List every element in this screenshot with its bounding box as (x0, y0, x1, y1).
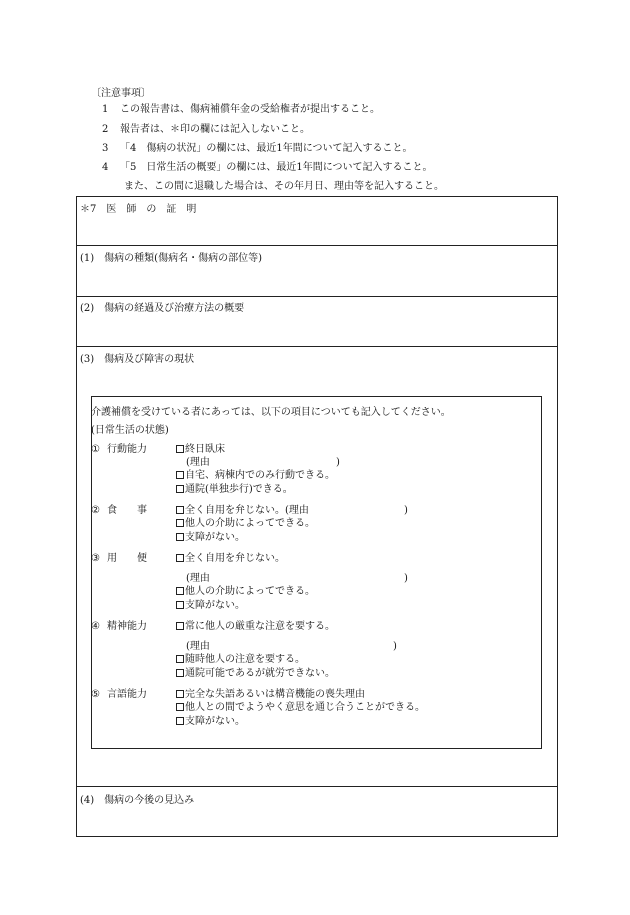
form-divider (76, 296, 558, 297)
category-number: ⑤ (91, 689, 100, 700)
checkbox[interactable] (176, 519, 184, 527)
option-label: 通院可能であるが就労できない。 (185, 668, 335, 679)
option-row (176, 517, 315, 530)
notes-header: 〔注意事項〕 (91, 88, 151, 99)
option-row (176, 552, 285, 565)
category-label: 行動能力 (107, 444, 147, 455)
reason-close-paren: ) (336, 457, 340, 468)
checkbox[interactable] (176, 717, 184, 725)
option-row (176, 688, 365, 701)
note-number: 4 (102, 162, 109, 173)
reason-label: (理由 (186, 457, 210, 468)
option-label: 全く自用を弁じない。(理由 (185, 505, 309, 516)
category-label: 言語能力 (107, 689, 147, 700)
option-row (176, 531, 245, 544)
category-label: 用 便 (107, 553, 147, 564)
option-row (176, 504, 309, 517)
option-row (176, 469, 335, 482)
checkbox[interactable] (176, 471, 184, 479)
option-row (176, 483, 293, 496)
option-label: 支障がない。 (185, 532, 245, 543)
checkbox[interactable] (176, 587, 184, 595)
option-label: 終日臥床 (185, 444, 225, 455)
option-row (176, 715, 245, 728)
form-divider (76, 346, 558, 347)
category-number: ③ (91, 553, 100, 564)
checkbox[interactable] (176, 485, 184, 493)
option-label: 支障がない。 (185, 600, 245, 611)
note-text: 「5 日常生活の概要」の欄には、最近1年間について記入すること。 (120, 162, 433, 173)
category-number: ① (91, 444, 100, 455)
option-label: 随時他人の注意を要する。 (185, 654, 305, 665)
form-divider (76, 786, 558, 787)
reason-close-paren: ) (404, 573, 408, 584)
note-text: この報告書は、傷病補償年金の受給権者が提出すること。 (120, 104, 380, 115)
option-row (176, 653, 305, 666)
option-row (176, 701, 425, 714)
option-label: 自宅、病棟内でのみ行動できる。 (185, 470, 335, 481)
option-row (176, 599, 245, 612)
note-number: 3 (102, 143, 109, 154)
option-row (176, 443, 225, 456)
note-text: 「4 傷病の状況」の欄には、最近1年間について記入すること。 (120, 143, 413, 154)
note-number: 2 (102, 124, 109, 135)
note-continuation: また、この間に退職した場合は、その年月日、理由等を記入すること。 (124, 181, 444, 192)
category-number: ④ (91, 621, 100, 632)
reason-close-paren: ) (404, 505, 408, 516)
checkbox[interactable] (176, 533, 184, 541)
option-row (176, 667, 335, 680)
item3-label: (3) 傷病及び障害の現状 (80, 354, 195, 365)
checkbox[interactable] (176, 703, 184, 711)
checkbox[interactable] (176, 554, 184, 562)
reason-label: (理由 (186, 573, 210, 584)
category-number: ② (91, 505, 100, 516)
reason-close-paren: ) (393, 641, 397, 652)
option-label: 常に他人の厳重な注意を要する。 (185, 621, 335, 632)
option-label: 他人の介助によってできる。 (185, 586, 315, 597)
option-row (176, 585, 315, 598)
option-label: 完全な失語あるいは構音機能の喪失理由 (185, 689, 365, 700)
checkbox[interactable] (176, 506, 184, 514)
checkbox[interactable] (176, 690, 184, 698)
option-label: 支障がない。 (185, 716, 245, 727)
care-intro: 介護補償を受けている者にあっては、以下の項目についても記入してください。 (91, 407, 451, 418)
note-number: 1 (102, 104, 109, 115)
checkbox[interactable] (176, 622, 184, 630)
checkbox[interactable] (176, 655, 184, 663)
item2-label: (2) 傷病の経過及び治療方法の概要 (80, 303, 245, 314)
checkbox[interactable] (176, 669, 184, 677)
care-subheading: (日常生活の状態) (91, 425, 169, 436)
category-label: 精神能力 (107, 621, 147, 632)
section7-title: ＊7 医 師 の 証 明 (80, 204, 197, 215)
item1-label: (1) 傷病の種類(傷病名・傷病の部位等) (80, 253, 262, 264)
option-label: 通院(単独歩行)できる。 (185, 484, 293, 495)
option-label: 他人の介助によってできる。 (185, 518, 315, 529)
checkbox[interactable] (176, 445, 184, 453)
option-label: 全く自用を弁じない。 (185, 553, 285, 564)
option-label: 他人との間でようやく意思を通じ合うことができる。 (185, 702, 425, 713)
category-label: 食 事 (107, 505, 147, 516)
reason-label: (理由 (186, 641, 210, 652)
note-text: 報告者は、＊印の欄には記入しないこと。 (120, 124, 310, 135)
item4-label: (4) 傷病の今後の見込み (80, 795, 195, 806)
option-row (176, 620, 335, 633)
form-divider (76, 245, 558, 246)
checkbox[interactable] (176, 601, 184, 609)
